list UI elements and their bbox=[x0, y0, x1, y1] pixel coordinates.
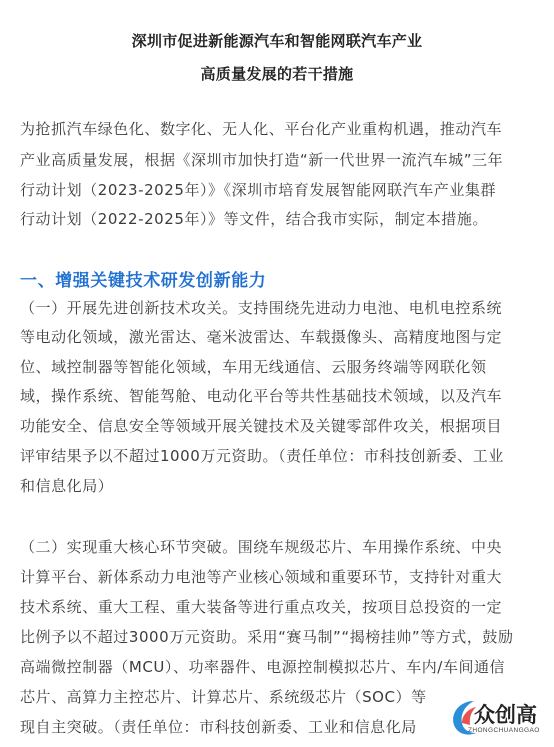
item2-line: 现自主突破。（责任单位：市科技创新委、工业和信息化局 bbox=[20, 718, 417, 736]
section-heading: 一、增强关键技术研发创新能力 bbox=[20, 271, 267, 291]
item2-line: 高端微控制器（MCU）、功率器件、电源控制模拟芯片、车内/车间通信 bbox=[20, 658, 506, 676]
intro-line: 产业高质量发展，根据《深圳市加快打造“新一代世界一流汽车城”三年 bbox=[20, 151, 504, 169]
watermark-brand: 众创高 bbox=[474, 703, 537, 727]
item1-line: 域，操作系统、智能驾舱、电动化平台等共性基础技术领域，以及汽车 bbox=[20, 387, 503, 405]
item2-line: 计算平台、新体系动力电池等产业核心领域和重要环节，支持针对重大 bbox=[20, 568, 503, 586]
item2-line: （二）实现重大核心环节突破。围绕车规级芯片、车用操作系统、中央 bbox=[20, 538, 503, 556]
intro-line: 行动计划（2022-2025年）》等文件，结合我市实际，制定本措施。 bbox=[20, 210, 488, 228]
item2-line: 比例予以不超过3000万元资助。采用“赛马制”“揭榜挂帅”等方式，鼓励 bbox=[20, 628, 514, 646]
title-line-1: 深圳市促进新能源汽车和智能网联汽车产业 bbox=[131, 32, 423, 50]
intro-line: 为抢抓汽车绿色化、数字化、无人化、平台化产业重构机遇，推动汽车 bbox=[20, 120, 503, 138]
item1-line: 等电动化领域，激光雷达、毫米波雷达、车载摄像头、高精度地图与定 bbox=[20, 328, 503, 346]
item2-line: 芯片、高算力主控芯片、计算芯片、系统级芯片（SOC）等 bbox=[20, 688, 427, 706]
item1-line: 功能安全、信息安全等领域开展关键技术及关键零部件攻关，根据项目 bbox=[20, 417, 503, 435]
item1-line: 位、域控制器等智能化领域，车用无线通信、云服务终端等网联化领 bbox=[20, 358, 487, 376]
title-line-2: 高质量发展的若干措施 bbox=[200, 65, 354, 83]
watermark-logo bbox=[440, 693, 554, 747]
item1-line: 评审结果予以不超过1000万元资助。（责任单位：市科技创新委、工业 bbox=[20, 447, 504, 465]
intro-line: 行动计划（2023-2025年）》《深圳市培育发展智能网联汽车产业集群 bbox=[20, 181, 497, 199]
item1-line: （一）开展先进创新技术攻关。支持围绕先进动力电池、电机电控系统 bbox=[20, 299, 503, 317]
item1-line: 和信息化局） bbox=[20, 477, 114, 495]
item2-line: 技术系统、重大工程、重大装备等进行重点攻关，按项目总投资的一定 bbox=[20, 598, 503, 616]
watermark-sub: ZHONGCHUANGGAO bbox=[468, 727, 540, 734]
